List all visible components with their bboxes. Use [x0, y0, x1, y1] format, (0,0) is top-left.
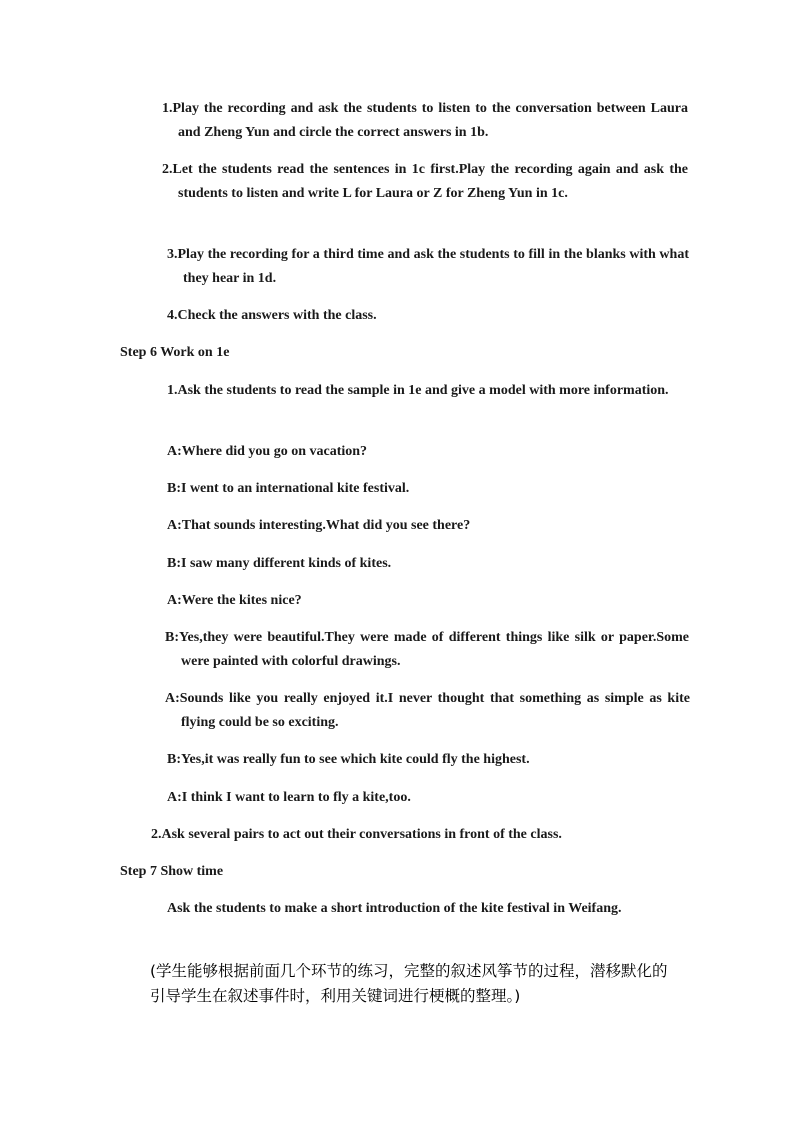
dialogue-line-6: B:Yes,they were beautiful.They were made of different things like silk or paper.Some were painted with colorful drawings.	[165, 630, 689, 669]
step7-body: Ask the students to make a short introduction of the kite festival in Weifang.	[167, 901, 622, 916]
listen-step-4: 4.Check the answers with the class.	[167, 308, 377, 323]
dialogue-line-4: B:I saw many different kinds of kites.	[167, 556, 392, 571]
dialogue-line-8: B:Yes,it was really fun to see which kite could fly the highest.	[167, 752, 530, 767]
dialogue-line-3: A:That sounds interesting.What did you see there?	[167, 518, 471, 533]
dialogue-line-9: A:I think I want to learn to fly a kite,too.	[167, 790, 411, 805]
dialogue-line-5: A:Were the kites nice?	[167, 593, 302, 608]
step6-heading: Step 6 Work on 1e	[120, 345, 230, 360]
step6-item-1: 1.Ask the students to read the sample in 1e and give a model with more information.	[167, 383, 669, 398]
chinese-note: (学生能够根据前面几个环节的练习，完整的叙述风筝节的过程，潜移默化的引导学生在叙述事件时，利用关键词进行梗概的整理。)	[150, 962, 668, 1005]
step7-heading: Step 7 Show time	[120, 864, 224, 879]
listen-step-2: 2.Let the students read the sentences in 1c first.Play the recording again and ask the students to listen and write L for Laura or Z for Zheng Yun in 1c.	[162, 162, 688, 201]
dialogue-line-2: B:I went to an international kite festival.	[167, 481, 410, 496]
listen-step-3: 3.Play the recording for a third time and ask the students to fill in the blanks with what they hear in 1d.	[167, 247, 689, 286]
dialogue-line-7: A:Sounds like you really enjoyed it.I never thought that something as simple as kite flying could be so exciting.	[165, 691, 690, 730]
step6-item-2: 2.Ask several pairs to act out their conversations in front of the class.	[151, 827, 562, 842]
listen-step-1: 1.Play the recording and ask the students to listen to the conversation between Laura and Zheng Yun and circle the correct answers in 1b.	[162, 101, 688, 140]
dialogue-line-1: A:Where did you go on vacation?	[167, 444, 368, 459]
